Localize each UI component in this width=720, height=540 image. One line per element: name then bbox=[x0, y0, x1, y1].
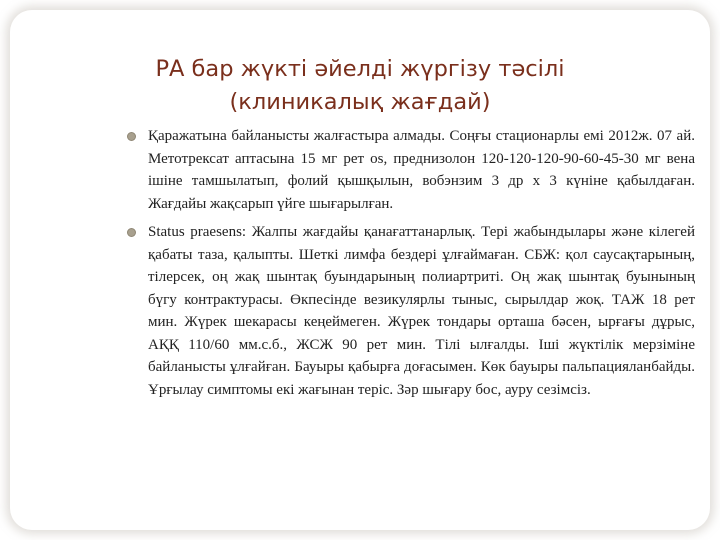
title-line-1: РА бар жүкті әйелді жүргізу тәсілі bbox=[155, 56, 565, 83]
bullet-item-status bbox=[127, 221, 695, 401]
bullet-icon bbox=[127, 228, 136, 237]
bullet-text-status: Status praesens: Жалпы жағдайы қанағаттанарлық. Тері жабындылары және кілегей қабаты таза, қалыпты. Шеткі лимфа бездері ұлғаймаған. СБЖ: қол саусақтарының, тілерсек, оң жақ шынтақ буындарының полиартриті. Оң жақ шынтақ буынының бүгу контрактурасы. Өкпесінде везикулярлы тыныс, сырылдар жоқ. ТАЖ 18 рет мин. Жүрек шекарасы кеңеймеген. Жүрек тондары орташа бәсен, ырғағы дұрыс, АҚҚ 110/60 мм.с.б., ЖСЖ 90 рет мин. Тілі ылғалды. Іші жүктілік мерзіміне байланысты ұлғайған. Бауыры қабырға доғасымен. Көк бауыры пальпацияланбайды. Ұрғылау симптомы екі жағынан теріс. Зәр шығару бос, ауру сезімсіз. bbox=[148, 224, 695, 398]
bullet-item-history bbox=[127, 125, 695, 215]
title-line-2: (клиникалық жағдай) bbox=[229, 89, 491, 116]
bullet-text-history: Қаражатына байланысты жалғастыра алмады. Соңғы стационарлы емі 2012ж. 07 ай. Метотрексат аптасына 15 мг рет os, преднизолон 120-120-120-90-60-45-30 мг вена ішіне тамшылатып, фолий қышқылын, вобэнзим 3 др х 3 күніне қабылдаған. Жағдайы жақсарып үйге шығарылған. bbox=[148, 128, 695, 212]
slide-title bbox=[40, 53, 680, 119]
bullet-list bbox=[127, 125, 695, 407]
bullet-icon bbox=[127, 132, 136, 141]
